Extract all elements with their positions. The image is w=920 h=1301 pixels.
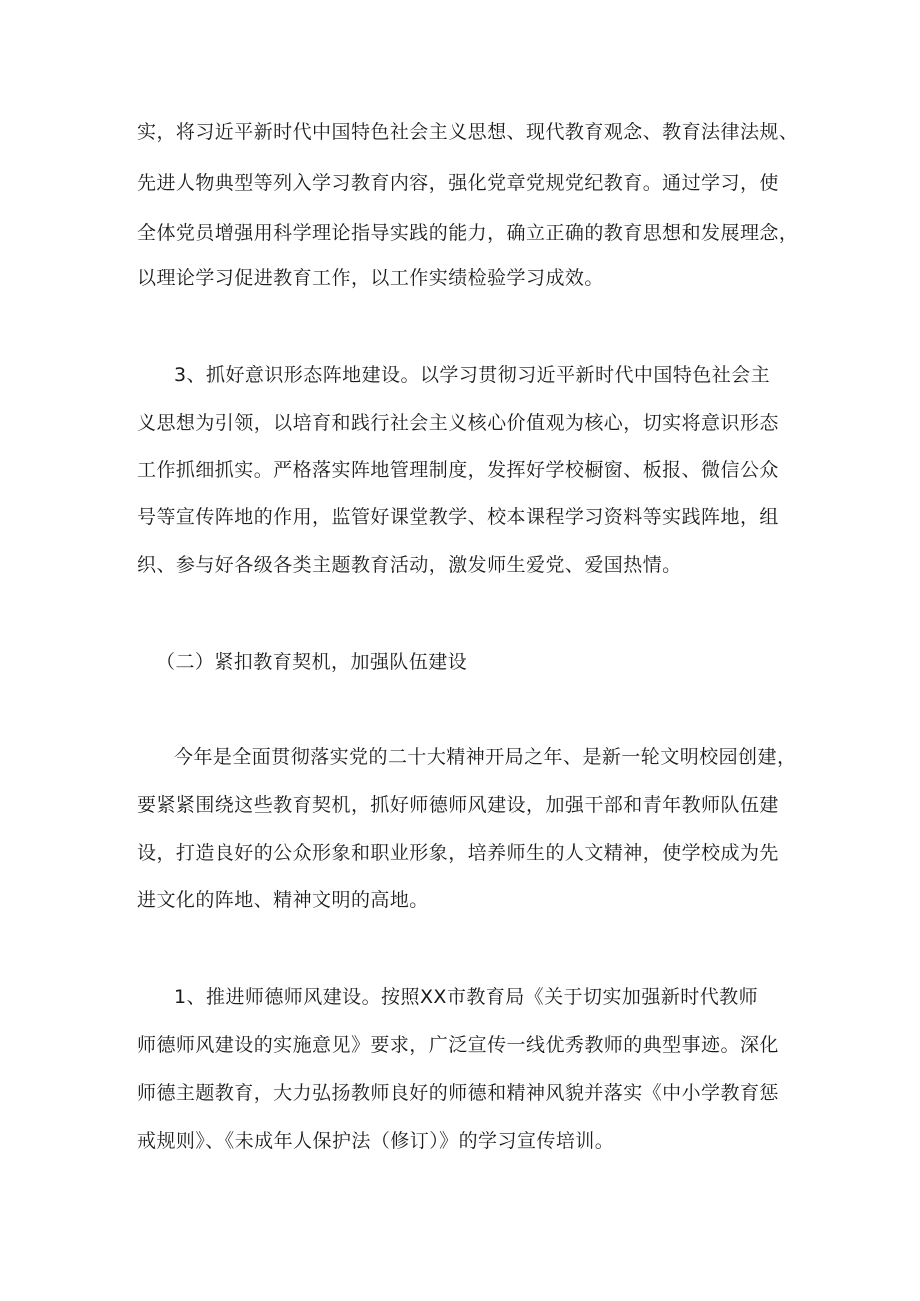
paragraph-2-line-4: 号等宣传阵地的作用，监管好课堂教学、校本课程学习资料等实践阵地，组 — [137, 506, 779, 528]
paragraph-4-line-3: 师德主题教育，大力弘扬教师良好的师德和精神风貌并落实《中小学教育惩 — [137, 1082, 779, 1104]
paragraph-2-line-2: 义思想为引领，以培育和践行社会主义核心价值观为核心，切实将意识形态 — [137, 412, 779, 434]
paragraph-4-line-1: 1、推进师德师风建设。按照XX市教育局《关于切实加强新时代教师 — [174, 986, 759, 1008]
paragraph-1-line-4: 以理论学习促进教育工作，以工作实绩检验学习成效。 — [137, 267, 604, 289]
paragraph-3-line-1: 今年是全面贯彻落实党的二十大精神开局之年、是新一轮文明校园创建， — [174, 746, 797, 768]
paragraph-1-line-1: 实，将习近平新时代中国特色社会主义思想、现代教育观念、教育法律法规、 — [137, 121, 799, 143]
paragraph-3-line-2: 要紧紧围绕这些教育契机，抓好师德师风建设，加强干部和青年教师队伍建 — [137, 794, 779, 816]
paragraph-2-line-3: 工作抓细抓实。严格落实阵地管理制度，发挥好学校橱窗、板报、微信公众 — [137, 459, 779, 481]
paragraph-3-line-3: 设，打造良好的公众形象和职业形象，培养师生的人文精神，使学校成为先 — [137, 842, 779, 864]
paragraph-2-line-5: 织、参与好各级各类主题教育活动，激发师生爱党、爱国热情。 — [137, 554, 682, 576]
paragraph-4-line-2: 师德师风建设的实施意见》要求，广泛宣传一线优秀教师的典型事迹。深化 — [137, 1034, 779, 1056]
paragraph-4-line-4: 戒规则》、《未成年人保护法（修订）》的学习宣传培训。 — [137, 1130, 615, 1152]
paragraph-1-line-2: 先进人物典型等列入学习教育内容，强化党章党规党纪教育。通过学习，使 — [137, 172, 779, 194]
section-heading: （二）紧扣教育契机，加强队伍建设 — [156, 651, 468, 673]
paragraph-2-line-1: 3、抓好意识形态阵地建设。以学习贯彻习近平新时代中国特色社会主 — [174, 364, 771, 386]
paragraph-1-line-3: 全体党员增强用科学理论指导实践的能力，确立正确的教育思想和发展理念， — [137, 222, 799, 244]
paragraph-3-line-4: 进文化的阵地、精神文明的高地。 — [137, 889, 429, 911]
